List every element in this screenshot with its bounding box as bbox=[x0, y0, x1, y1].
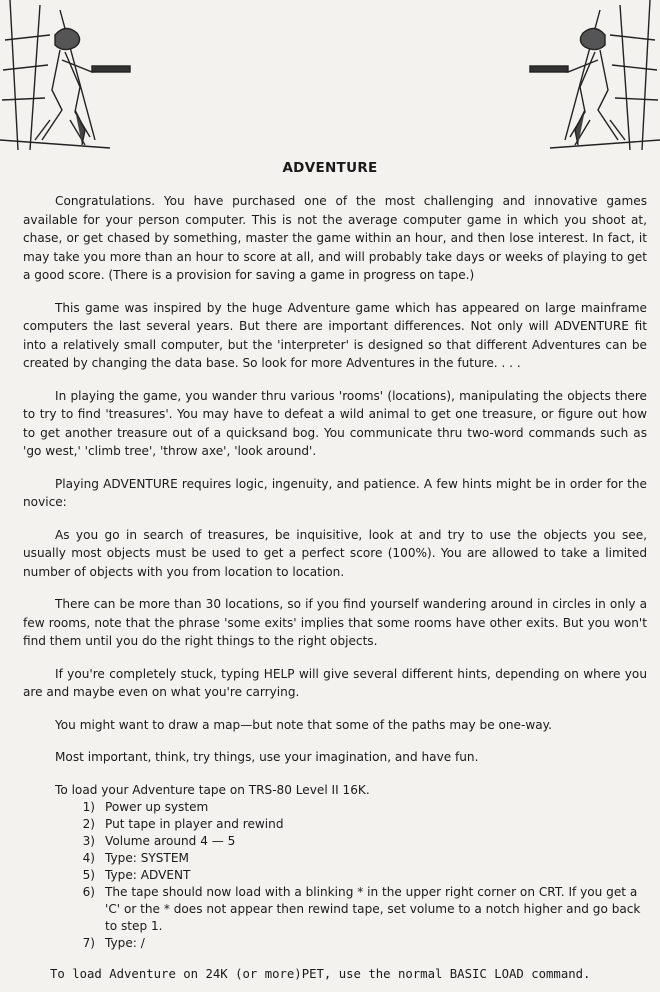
paragraph: In playing the game, you wander thru various 'rooms' (locations), manipulating the objects there to try to find 'treasures'. You may have to defeat a wild animal to get one treasure, or figure out how to get another treasure out of a quicksand bog. You communicate thru two-word commands such as 'go west,' 'climb tree', 'throw axe', 'look around'. bbox=[23, 388, 647, 458]
paragraph: This game was inspired by the huge Adventure game which has appeared on large mainframe computers the last several years. But there are important differences. Not only will ADVENTURE fit into a relatively small computer, but the 'interpreter' is designed so that different Adventures can be created by changing the data base. So look for more Adventures in the future. . . . bbox=[23, 300, 647, 370]
step-number: 1) bbox=[82, 800, 95, 814]
step-text: Type: ADVENT bbox=[105, 868, 191, 882]
step-text: The tape should now load with a blinking * in the upper right corner on CRT. If you get a 'C' or the * does not appear then rewind tape, set volume to a notch higher and go back to step 1. bbox=[105, 885, 641, 933]
step-number: 4) bbox=[82, 851, 95, 865]
step-number: 2) bbox=[82, 817, 95, 831]
list-item bbox=[73, 867, 647, 884]
pet-load-note: To load Adventure on 24K (or more)PET, use the normal BASIC LOAD command. bbox=[50, 967, 591, 981]
page-title: ADVENTURE bbox=[282, 160, 378, 176]
list-item bbox=[73, 850, 647, 867]
paragraph: Most important, think, try things, use your imagination, and have fun. bbox=[55, 750, 479, 764]
load-instructions-heading: To load your Adventure tape on TRS-80 Level II 16K. bbox=[55, 782, 370, 797]
paragraph: Playing ADVENTURE requires logic, ingenuity, and patience. A few hints might be in order for the novice: bbox=[23, 476, 647, 509]
list-item bbox=[73, 799, 647, 816]
list-item bbox=[73, 833, 647, 850]
paragraph: As you go in search of treasures, be inquisitive, look at and try to use the objects you see, usually most objects must be used to get a perfect score (100%). You are allowed to take a limited number of objects with you from location to location. bbox=[23, 527, 647, 579]
pirate-illustration-icon bbox=[0, 0, 135, 155]
step-number: 6) bbox=[82, 885, 95, 899]
step-text: Volume around 4 — 5 bbox=[105, 834, 236, 848]
list-item bbox=[73, 935, 647, 952]
step-number: 3) bbox=[82, 834, 95, 848]
step-text: Power up system bbox=[105, 800, 209, 814]
list-item bbox=[73, 884, 647, 935]
load-steps-list bbox=[23, 799, 647, 952]
pirate-illustration-icon bbox=[525, 0, 660, 155]
step-number: 7) bbox=[82, 936, 95, 950]
paragraph: There can be more than 30 locations, so if you find yourself wandering around in circles in only a few rooms, note that the phrase 'some exits' implies that some rooms have other exits. But you won't find them until you do the right things to the right objects. bbox=[23, 597, 647, 648]
paragraph: If you're completely stuck, typing HELP will give several different hints, depending on where you are and maybe even on what you're carrying. bbox=[23, 666, 647, 699]
document-body bbox=[23, 192, 647, 952]
step-text: Type: / bbox=[105, 936, 145, 950]
step-number: 5) bbox=[82, 868, 95, 882]
paragraph: Congratulations. You have purchased one of the most challenging and innovative games available for your person computer. This is not the average computer game in which you shoot at, chase, or get chased by something, master the game within an hour, and then lose interest. In fact, it may take you more than an hour to score at all, and will probably take days or weeks of playing to get a good score. (There is a provision for saving a game in progress on tape.) bbox=[23, 194, 647, 282]
paragraph: You might want to draw a map—but note that some of the paths may be one-way. bbox=[55, 717, 552, 732]
step-text: Put tape in player and rewind bbox=[105, 817, 284, 831]
list-item bbox=[73, 816, 647, 833]
step-text: Type: SYSTEM bbox=[105, 851, 189, 865]
